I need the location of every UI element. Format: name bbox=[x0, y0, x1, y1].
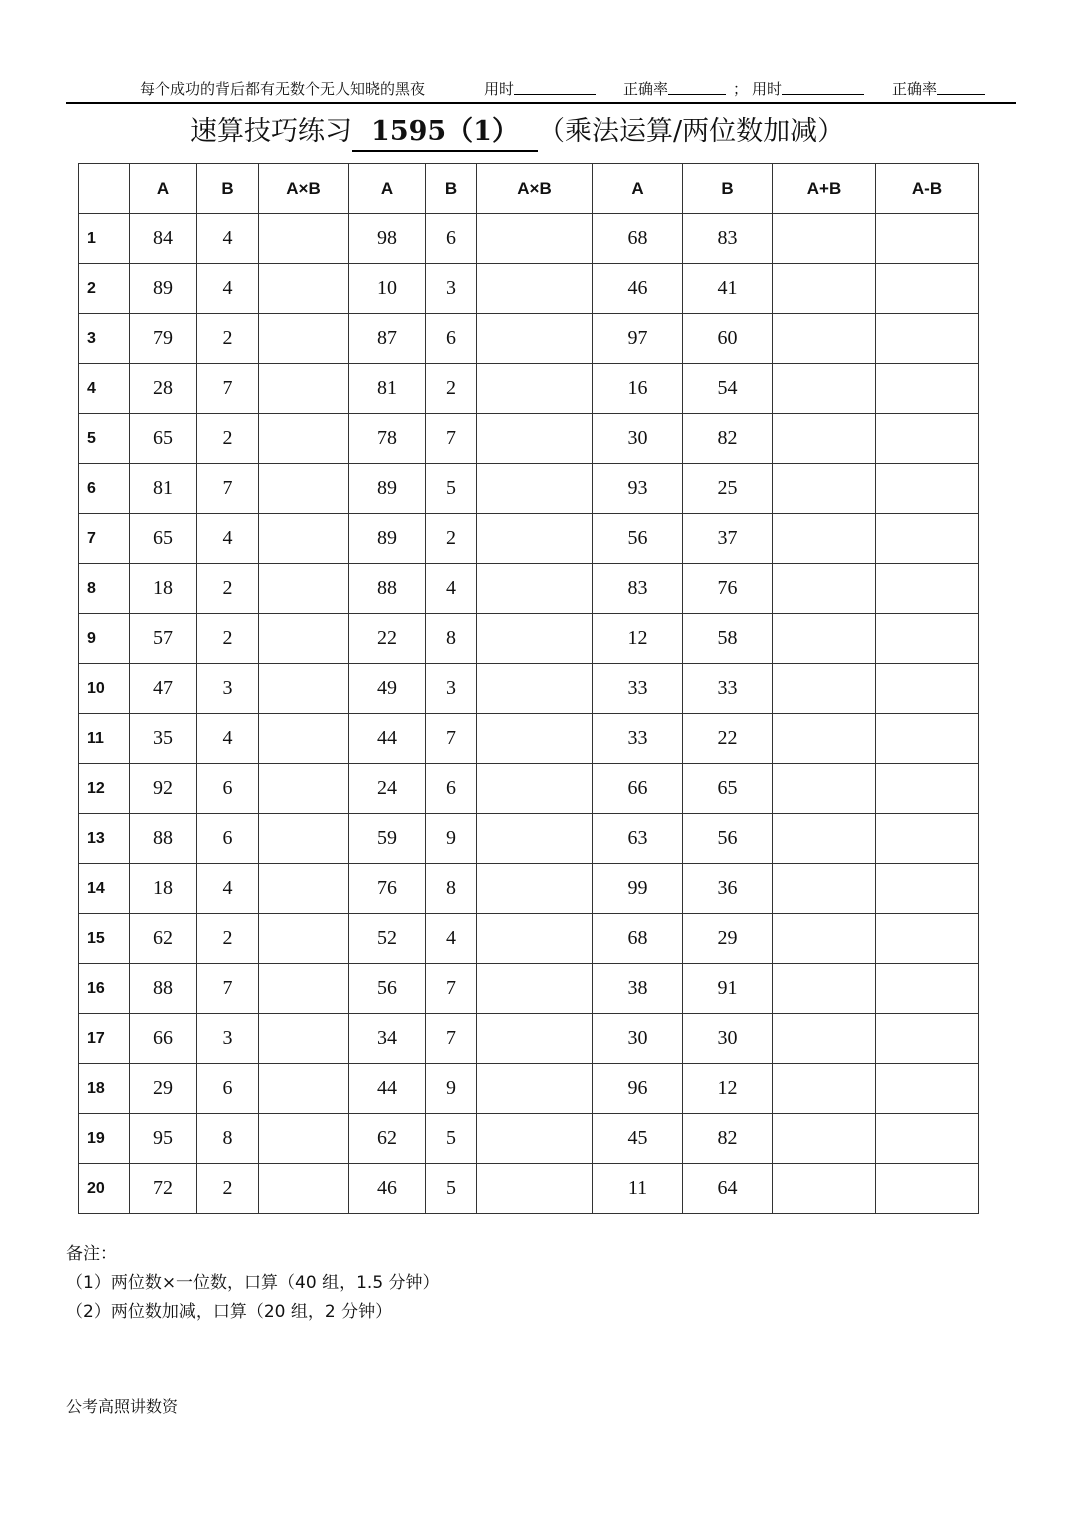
operand-cell: 7 bbox=[197, 964, 259, 1014]
time-label: 用时 bbox=[484, 80, 515, 98]
operand-cell: 5 bbox=[426, 1114, 477, 1164]
table-row bbox=[79, 464, 979, 514]
operand-cell: 88 bbox=[349, 564, 426, 614]
answer-cell[interactable] bbox=[876, 264, 979, 314]
operand-cell: 7 bbox=[197, 364, 259, 414]
accuracy-blank[interactable] bbox=[937, 76, 985, 95]
operand-cell: 4 bbox=[197, 714, 259, 764]
answer-cell[interactable] bbox=[259, 1064, 349, 1114]
operand-cell: 81 bbox=[130, 464, 197, 514]
column-header: A bbox=[593, 164, 683, 214]
operand-cell: 72 bbox=[130, 1164, 197, 1214]
operand-cell: 46 bbox=[349, 1164, 426, 1214]
answer-cell[interactable] bbox=[477, 964, 593, 1014]
operand-cell: 79 bbox=[130, 314, 197, 364]
operand-cell: 5 bbox=[426, 464, 477, 514]
table-row bbox=[79, 914, 979, 964]
table-row bbox=[79, 664, 979, 714]
answer-cell[interactable] bbox=[773, 914, 876, 964]
answer-cell[interactable] bbox=[876, 564, 979, 614]
operand-cell: 56 bbox=[349, 964, 426, 1014]
operand-cell: 49 bbox=[349, 664, 426, 714]
answer-cell[interactable] bbox=[477, 464, 593, 514]
answer-cell[interactable] bbox=[259, 864, 349, 914]
answer-cell[interactable] bbox=[773, 614, 876, 664]
operand-cell: 6 bbox=[197, 1064, 259, 1114]
notes bbox=[66, 1240, 440, 1327]
column-header: A bbox=[349, 164, 426, 214]
column-header: A-B bbox=[876, 164, 979, 214]
title-suffix: （乘法运算/两位数加减） bbox=[538, 116, 845, 147]
operand-cell: 12 bbox=[593, 614, 683, 664]
table-row bbox=[79, 614, 979, 664]
operand-cell: 28 bbox=[130, 364, 197, 414]
row-number: 5 bbox=[79, 414, 130, 464]
operand-cell: 4 bbox=[197, 264, 259, 314]
operand-cell: 95 bbox=[130, 1114, 197, 1164]
answer-cell[interactable] bbox=[477, 564, 593, 614]
column-header: B bbox=[683, 164, 773, 214]
operand-cell: 78 bbox=[349, 414, 426, 464]
operand-cell: 65 bbox=[683, 764, 773, 814]
answer-cell[interactable] bbox=[259, 264, 349, 314]
row-number: 3 bbox=[79, 314, 130, 364]
table-row bbox=[79, 364, 979, 414]
operand-cell: 89 bbox=[349, 464, 426, 514]
time-blank[interactable] bbox=[782, 76, 864, 95]
operand-cell: 18 bbox=[130, 864, 197, 914]
column-header: A×B bbox=[477, 164, 593, 214]
operand-cell: 88 bbox=[130, 814, 197, 864]
time-label: 用时 bbox=[752, 80, 783, 98]
operand-cell: 6 bbox=[197, 814, 259, 864]
operand-cell: 83 bbox=[593, 564, 683, 614]
answer-cell[interactable] bbox=[773, 1064, 876, 1114]
operand-cell: 2 bbox=[197, 614, 259, 664]
operand-cell: 2 bbox=[197, 1164, 259, 1214]
answer-cell[interactable] bbox=[477, 1014, 593, 1064]
answer-cell[interactable] bbox=[773, 564, 876, 614]
row-number: 6 bbox=[79, 464, 130, 514]
operand-cell: 7 bbox=[426, 1014, 477, 1064]
operand-cell: 83 bbox=[683, 214, 773, 264]
operand-cell: 6 bbox=[197, 764, 259, 814]
operand-cell: 4 bbox=[197, 864, 259, 914]
row-number: 17 bbox=[79, 1014, 130, 1064]
row-number: 1 bbox=[79, 214, 130, 264]
answer-cell[interactable] bbox=[259, 1164, 349, 1214]
operand-cell: 4 bbox=[426, 564, 477, 614]
operand-cell: 65 bbox=[130, 414, 197, 464]
table-row bbox=[79, 1114, 979, 1164]
table-row bbox=[79, 814, 979, 864]
operand-cell: 4 bbox=[426, 914, 477, 964]
operand-cell: 30 bbox=[593, 414, 683, 464]
operand-cell: 2 bbox=[197, 414, 259, 464]
note-item-1: （1）两位数×一位数，口算（40 组，1.5 分钟） bbox=[66, 1273, 440, 1293]
operand-cell: 38 bbox=[593, 964, 683, 1014]
operand-cell: 22 bbox=[349, 614, 426, 664]
answer-cell[interactable] bbox=[259, 364, 349, 414]
operand-cell: 3 bbox=[197, 1014, 259, 1064]
answer-cell[interactable] bbox=[773, 364, 876, 414]
operand-cell: 76 bbox=[349, 864, 426, 914]
operand-cell: 87 bbox=[349, 314, 426, 364]
separator: ； bbox=[733, 80, 749, 98]
operand-cell: 66 bbox=[593, 764, 683, 814]
answer-cell[interactable] bbox=[876, 1014, 979, 1064]
column-header: A×B bbox=[259, 164, 349, 214]
title-number: 1595（1） bbox=[352, 114, 538, 152]
operand-cell: 88 bbox=[130, 964, 197, 1014]
operand-cell: 6 bbox=[426, 314, 477, 364]
table-row bbox=[79, 764, 979, 814]
operand-cell: 8 bbox=[197, 1114, 259, 1164]
table-row bbox=[79, 564, 979, 614]
operand-cell: 30 bbox=[593, 1014, 683, 1064]
column-header: A bbox=[130, 164, 197, 214]
answer-cell[interactable] bbox=[773, 814, 876, 864]
operand-cell: 62 bbox=[349, 1114, 426, 1164]
answer-cell[interactable] bbox=[259, 814, 349, 864]
operand-cell: 6 bbox=[426, 214, 477, 264]
operand-cell: 91 bbox=[683, 964, 773, 1014]
footer-text: 公考高照讲数资 bbox=[66, 1397, 179, 1416]
operand-cell: 30 bbox=[683, 1014, 773, 1064]
column-header: A+B bbox=[773, 164, 876, 214]
answer-cell[interactable] bbox=[259, 564, 349, 614]
answer-cell[interactable] bbox=[773, 764, 876, 814]
operand-cell: 2 bbox=[426, 514, 477, 564]
operand-cell: 63 bbox=[593, 814, 683, 864]
answer-cell[interactable] bbox=[773, 264, 876, 314]
operand-cell: 4 bbox=[197, 214, 259, 264]
operand-cell: 29 bbox=[130, 1064, 197, 1114]
practice-table bbox=[78, 163, 979, 1214]
row-number: 16 bbox=[79, 964, 130, 1014]
answer-cell[interactable] bbox=[876, 514, 979, 564]
answer-cell[interactable] bbox=[773, 414, 876, 464]
operand-cell: 3 bbox=[426, 664, 477, 714]
operand-cell: 22 bbox=[683, 714, 773, 764]
table-row bbox=[79, 1164, 979, 1214]
operand-cell: 82 bbox=[683, 1114, 773, 1164]
operand-cell: 84 bbox=[130, 214, 197, 264]
operand-cell: 58 bbox=[683, 614, 773, 664]
accuracy-blank[interactable] bbox=[668, 76, 726, 95]
accuracy-field-2[interactable] bbox=[892, 76, 937, 102]
row-number: 14 bbox=[79, 864, 130, 914]
page-title bbox=[190, 111, 844, 153]
operand-cell: 24 bbox=[349, 764, 426, 814]
operand-cell: 41 bbox=[683, 264, 773, 314]
time-field-2[interactable] bbox=[752, 76, 782, 102]
table-row bbox=[79, 264, 979, 314]
operand-cell: 2 bbox=[197, 914, 259, 964]
row-number: 7 bbox=[79, 514, 130, 564]
operand-cell: 56 bbox=[683, 814, 773, 864]
answer-cell[interactable] bbox=[259, 414, 349, 464]
operand-cell: 18 bbox=[130, 564, 197, 614]
operand-cell: 82 bbox=[683, 414, 773, 464]
row-number: 18 bbox=[79, 1064, 130, 1114]
accuracy-label: 正确率 bbox=[623, 80, 669, 98]
answer-cell[interactable] bbox=[477, 1114, 593, 1164]
operand-cell: 2 bbox=[197, 314, 259, 364]
operand-cell: 9 bbox=[426, 1064, 477, 1114]
accuracy-field-1[interactable] bbox=[623, 76, 668, 102]
operand-cell: 35 bbox=[130, 714, 197, 764]
operand-cell: 54 bbox=[683, 364, 773, 414]
operand-cell: 6 bbox=[426, 764, 477, 814]
answer-cell[interactable] bbox=[876, 464, 979, 514]
answer-cell[interactable] bbox=[477, 914, 593, 964]
answer-cell[interactable] bbox=[773, 664, 876, 714]
answer-cell[interactable] bbox=[259, 964, 349, 1014]
answer-cell[interactable] bbox=[876, 614, 979, 664]
title-prefix: 速算技巧练习 bbox=[190, 116, 352, 147]
time-blank[interactable] bbox=[514, 76, 596, 95]
operand-cell: 36 bbox=[683, 864, 773, 914]
operand-cell: 96 bbox=[593, 1064, 683, 1114]
operand-cell: 92 bbox=[130, 764, 197, 814]
operand-cell: 89 bbox=[130, 264, 197, 314]
table-row bbox=[79, 964, 979, 1014]
answer-cell[interactable] bbox=[259, 664, 349, 714]
operand-cell: 60 bbox=[683, 314, 773, 364]
operand-cell: 97 bbox=[593, 314, 683, 364]
answer-cell[interactable] bbox=[773, 1164, 876, 1214]
answer-cell[interactable] bbox=[876, 314, 979, 364]
answer-cell[interactable] bbox=[259, 214, 349, 264]
operand-cell: 81 bbox=[349, 364, 426, 414]
answer-cell[interactable] bbox=[773, 964, 876, 1014]
answer-cell[interactable] bbox=[477, 764, 593, 814]
answer-cell[interactable] bbox=[477, 264, 593, 314]
operand-cell: 7 bbox=[426, 964, 477, 1014]
operand-cell: 46 bbox=[593, 264, 683, 314]
table-row bbox=[79, 714, 979, 764]
operand-cell: 68 bbox=[593, 214, 683, 264]
table-header-row bbox=[79, 164, 979, 214]
answer-cell[interactable] bbox=[477, 614, 593, 664]
answer-cell[interactable] bbox=[259, 1114, 349, 1164]
row-number: 15 bbox=[79, 914, 130, 964]
answer-cell[interactable] bbox=[259, 464, 349, 514]
row-number: 11 bbox=[79, 714, 130, 764]
operand-cell: 25 bbox=[683, 464, 773, 514]
header-index-cell bbox=[79, 164, 130, 214]
operand-cell: 2 bbox=[426, 364, 477, 414]
operand-cell: 99 bbox=[593, 864, 683, 914]
operand-cell: 93 bbox=[593, 464, 683, 514]
answer-cell[interactable] bbox=[477, 664, 593, 714]
answer-cell[interactable] bbox=[477, 414, 593, 464]
answer-cell[interactable] bbox=[477, 214, 593, 264]
operand-cell: 3 bbox=[426, 264, 477, 314]
answer-cell[interactable] bbox=[259, 764, 349, 814]
operand-cell: 4 bbox=[197, 514, 259, 564]
row-number: 19 bbox=[79, 1114, 130, 1164]
operand-cell: 33 bbox=[593, 714, 683, 764]
row-number: 20 bbox=[79, 1164, 130, 1214]
answer-cell[interactable] bbox=[259, 614, 349, 664]
operand-cell: 65 bbox=[130, 514, 197, 564]
answer-cell[interactable] bbox=[477, 814, 593, 864]
operand-cell: 47 bbox=[130, 664, 197, 714]
operand-cell: 10 bbox=[349, 264, 426, 314]
operand-cell: 44 bbox=[349, 714, 426, 764]
operand-cell: 45 bbox=[593, 1114, 683, 1164]
answer-cell[interactable] bbox=[773, 1114, 876, 1164]
operand-cell: 7 bbox=[426, 714, 477, 764]
row-number: 10 bbox=[79, 664, 130, 714]
operand-cell: 59 bbox=[349, 814, 426, 864]
answer-cell[interactable] bbox=[773, 214, 876, 264]
answer-cell[interactable] bbox=[773, 714, 876, 764]
answer-cell[interactable] bbox=[259, 1014, 349, 1064]
accuracy-label: 正确率 bbox=[892, 80, 938, 98]
answer-cell[interactable] bbox=[876, 864, 979, 914]
operand-cell: 76 bbox=[683, 564, 773, 614]
operand-cell: 68 bbox=[593, 914, 683, 964]
table-row bbox=[79, 514, 979, 564]
answer-cell[interactable] bbox=[773, 464, 876, 514]
answer-cell[interactable] bbox=[477, 1064, 593, 1114]
operand-cell: 66 bbox=[130, 1014, 197, 1064]
operand-cell: 29 bbox=[683, 914, 773, 964]
operand-cell: 62 bbox=[130, 914, 197, 964]
answer-cell[interactable] bbox=[876, 1064, 979, 1114]
answer-cell[interactable] bbox=[477, 714, 593, 764]
answer-cell[interactable] bbox=[876, 964, 979, 1014]
operand-cell: 16 bbox=[593, 364, 683, 414]
operand-cell: 7 bbox=[426, 414, 477, 464]
answer-cell[interactable] bbox=[477, 364, 593, 414]
table-row bbox=[79, 214, 979, 264]
operand-cell: 52 bbox=[349, 914, 426, 964]
operand-cell: 89 bbox=[349, 514, 426, 564]
operand-cell: 2 bbox=[197, 564, 259, 614]
answer-cell[interactable] bbox=[876, 914, 979, 964]
column-header: B bbox=[197, 164, 259, 214]
answer-cell[interactable] bbox=[876, 814, 979, 864]
operand-cell: 64 bbox=[683, 1164, 773, 1214]
operand-cell: 9 bbox=[426, 814, 477, 864]
table-row bbox=[79, 314, 979, 364]
table-row bbox=[79, 414, 979, 464]
operand-cell: 37 bbox=[683, 514, 773, 564]
operand-cell: 98 bbox=[349, 214, 426, 264]
answer-cell[interactable] bbox=[876, 1114, 979, 1164]
answer-cell[interactable] bbox=[876, 1164, 979, 1214]
answer-cell[interactable] bbox=[876, 414, 979, 464]
time-field-1[interactable] bbox=[484, 76, 514, 102]
answer-cell[interactable] bbox=[259, 914, 349, 964]
answer-cell[interactable] bbox=[259, 514, 349, 564]
row-number: 13 bbox=[79, 814, 130, 864]
answer-cell[interactable] bbox=[477, 514, 593, 564]
answer-cell[interactable] bbox=[773, 514, 876, 564]
row-number: 8 bbox=[79, 564, 130, 614]
operand-cell: 56 bbox=[593, 514, 683, 564]
table-row bbox=[79, 1014, 979, 1064]
operand-cell: 34 bbox=[349, 1014, 426, 1064]
answer-cell[interactable] bbox=[876, 714, 979, 764]
operand-cell: 3 bbox=[197, 664, 259, 714]
row-number: 9 bbox=[79, 614, 130, 664]
answer-cell[interactable] bbox=[876, 764, 979, 814]
answer-cell[interactable] bbox=[259, 314, 349, 364]
operand-cell: 8 bbox=[426, 614, 477, 664]
operand-cell: 44 bbox=[349, 1064, 426, 1114]
row-number: 4 bbox=[79, 364, 130, 414]
operand-cell: 7 bbox=[197, 464, 259, 514]
table-row bbox=[79, 864, 979, 914]
answer-cell[interactable] bbox=[773, 864, 876, 914]
notes-heading: 备注： bbox=[66, 1244, 117, 1264]
operand-cell: 5 bbox=[426, 1164, 477, 1214]
answer-cell[interactable] bbox=[773, 314, 876, 364]
row-number: 2 bbox=[79, 264, 130, 314]
answer-cell[interactable] bbox=[477, 864, 593, 914]
table-row bbox=[79, 1064, 979, 1114]
note-item-2: （2）两位数加减，口算（20 组，2 分钟） bbox=[66, 1302, 393, 1322]
operand-cell: 33 bbox=[593, 664, 683, 714]
answer-cell[interactable] bbox=[259, 714, 349, 764]
operand-cell: 57 bbox=[130, 614, 197, 664]
header-line bbox=[66, 76, 1016, 104]
operand-cell: 12 bbox=[683, 1064, 773, 1114]
answer-cell[interactable] bbox=[477, 314, 593, 364]
answer-cell[interactable] bbox=[876, 214, 979, 264]
answer-cell[interactable] bbox=[773, 1014, 876, 1064]
operand-cell: 11 bbox=[593, 1164, 683, 1214]
operand-cell: 33 bbox=[683, 664, 773, 714]
operand-cell: 8 bbox=[426, 864, 477, 914]
column-header: B bbox=[426, 164, 477, 214]
answer-cell[interactable] bbox=[477, 1164, 593, 1214]
motto: 每个成功的背后都有无数个无人知晓的黑夜 bbox=[140, 80, 426, 98]
answer-cell[interactable] bbox=[876, 664, 979, 714]
row-number: 12 bbox=[79, 764, 130, 814]
answer-cell[interactable] bbox=[876, 364, 979, 414]
